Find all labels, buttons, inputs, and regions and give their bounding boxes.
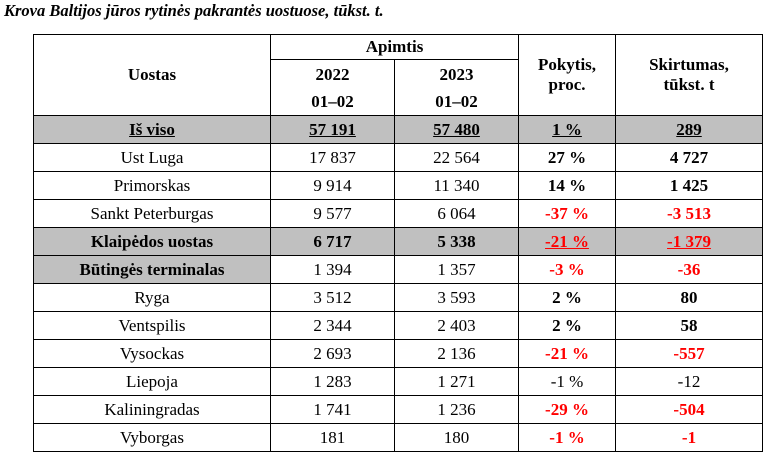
row-2023: 1 357 [395,256,519,284]
row-2022: 3 512 [271,284,395,312]
row-2023: 22 564 [395,144,519,172]
header-2022 [271,60,395,116]
row-name: Ryga [34,284,271,312]
row-2022: 2 693 [271,340,395,368]
row-diff: 289 [616,116,763,144]
header-change-unit: proc. [548,75,586,94]
header-2023-period: 01–02 [435,91,478,111]
row-name: Sankt Peterburgas [34,200,271,228]
row-change: 2 % [519,284,616,312]
row-name: Ust Luga [34,144,271,172]
row-name: Klaipėdos uostas [34,228,271,256]
row-change: -29 % [519,396,616,424]
header-2023 [395,60,519,116]
row-change: 2 % [519,312,616,340]
row-diff: 4 727 [616,144,763,172]
row-2022: 1 741 [271,396,395,424]
row-name: Iš viso [34,116,271,144]
row-name: Vysockas [34,340,271,368]
table-caption: Krova Baltijos jūros rytinės pakrantės uostuose, tūkst. t. [4,1,384,20]
row-name: Vyborgas [34,424,271,452]
row-change: 14 % [519,172,616,200]
row-change: -1 % [519,368,616,396]
header-2022-year: 2022 [315,64,350,84]
row-2022: 1 394 [271,256,395,284]
row-2022: 9 577 [271,200,395,228]
row-change: -1 % [519,424,616,452]
row-2022: 17 837 [271,144,395,172]
cargo-table [33,34,763,452]
row-diff: -3 513 [616,200,763,228]
row-diff: -557 [616,340,763,368]
header-2023-year: 2023 [439,64,474,84]
row-2023: 57 480 [395,116,519,144]
row-change: -37 % [519,200,616,228]
row-diff: -1 [616,424,763,452]
row-name: Būtingės terminalas [34,256,271,284]
header-diff [616,35,763,116]
header-diff-label: Skirtumas, [649,55,729,74]
row-2023: 5 338 [395,228,519,256]
row-name: Primorskas [34,172,271,200]
row-name: Ventspilis [34,312,271,340]
row-change: 1 % [519,116,616,144]
header-volume: Apimtis [271,35,519,60]
row-change: 27 % [519,144,616,172]
header-change-label: Pokytis, [537,55,597,74]
row-change: -21 % [519,228,616,256]
row-diff: -504 [616,396,763,424]
row-change: -21 % [519,340,616,368]
row-2023: 2 403 [395,312,519,340]
row-name: Kaliningradas [34,396,271,424]
row-2023: 1 271 [395,368,519,396]
row-2023: 3 593 [395,284,519,312]
row-2022: 2 344 [271,312,395,340]
row-2023: 11 340 [395,172,519,200]
row-diff: -1 379 [616,228,763,256]
row-name: Liepoja [34,368,271,396]
row-2022: 9 914 [271,172,395,200]
row-diff: 80 [616,284,763,312]
row-2022: 181 [271,424,395,452]
row-2023: 1 236 [395,396,519,424]
header-diff-unit: tūkst. t [663,75,715,94]
row-2023: 6 064 [395,200,519,228]
row-diff: 1 425 [616,172,763,200]
row-diff: 58 [616,312,763,340]
row-2022: 57 191 [271,116,395,144]
row-2022: 6 717 [271,228,395,256]
row-2023: 2 136 [395,340,519,368]
row-change: -3 % [519,256,616,284]
row-diff: -12 [616,368,763,396]
row-diff: -36 [616,256,763,284]
header-port: Uostas [34,35,271,116]
header-change [519,35,616,116]
header-2022-period: 01–02 [311,91,354,111]
row-2022: 1 283 [271,368,395,396]
row-2023: 180 [395,424,519,452]
